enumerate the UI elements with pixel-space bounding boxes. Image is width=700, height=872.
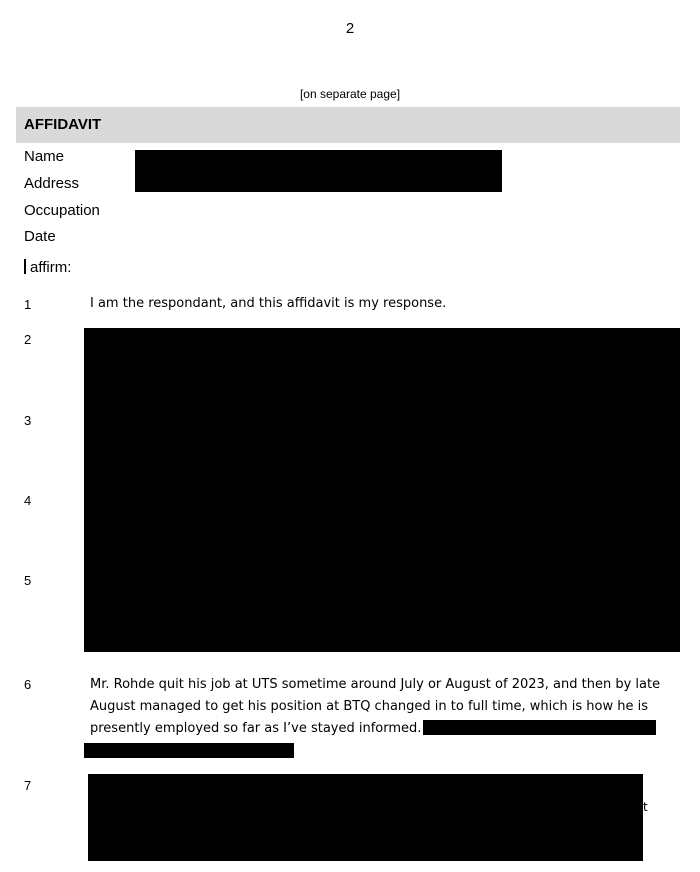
address-label: Address (24, 175, 80, 192)
paragraph-1-text: I am the respondant, and this affidavit is my response. (90, 296, 447, 311)
name-label: Name (24, 148, 65, 165)
paragraph-4-number: 4 (24, 493, 32, 508)
occupation-label: Occupation (24, 202, 100, 219)
page-number: 2 (345, 20, 355, 37)
paragraph-7-number: 7 (24, 778, 32, 793)
redacted-inline (423, 720, 656, 735)
paragraph-6-text: Mr. Rohde quit his job at UTS sometime around July or August of 2023, and then by late August managed to get his position at BTQ changed in to full time, which is how he is presently employed so far as I’ve stayed informed. (90, 677, 661, 736)
paragraph-6-number: 6 (24, 677, 32, 692)
paragraph-1-number: 1 (24, 297, 32, 312)
paragraph-3-number: 3 (24, 413, 32, 428)
redacted-name-address (135, 150, 502, 192)
redacted-paragraph-7 (88, 774, 643, 861)
paragraph-6 (90, 674, 680, 740)
text-cursor (24, 259, 26, 274)
paragraph-5-number: 5 (24, 573, 32, 588)
paragraph-2-number: 2 (24, 332, 32, 347)
affidavit-heading: AFFIDAVIT (16, 107, 680, 143)
redacted-paragraphs-2-5 (84, 328, 680, 652)
redacted-line-continuation (84, 743, 294, 758)
affirm-text: affirm: (30, 259, 72, 276)
paragraph-7-trailing-char: t (643, 800, 648, 814)
affirm-line (24, 259, 71, 276)
separate-page-note: [on separate page] (299, 87, 401, 101)
date-label: Date (24, 228, 56, 245)
